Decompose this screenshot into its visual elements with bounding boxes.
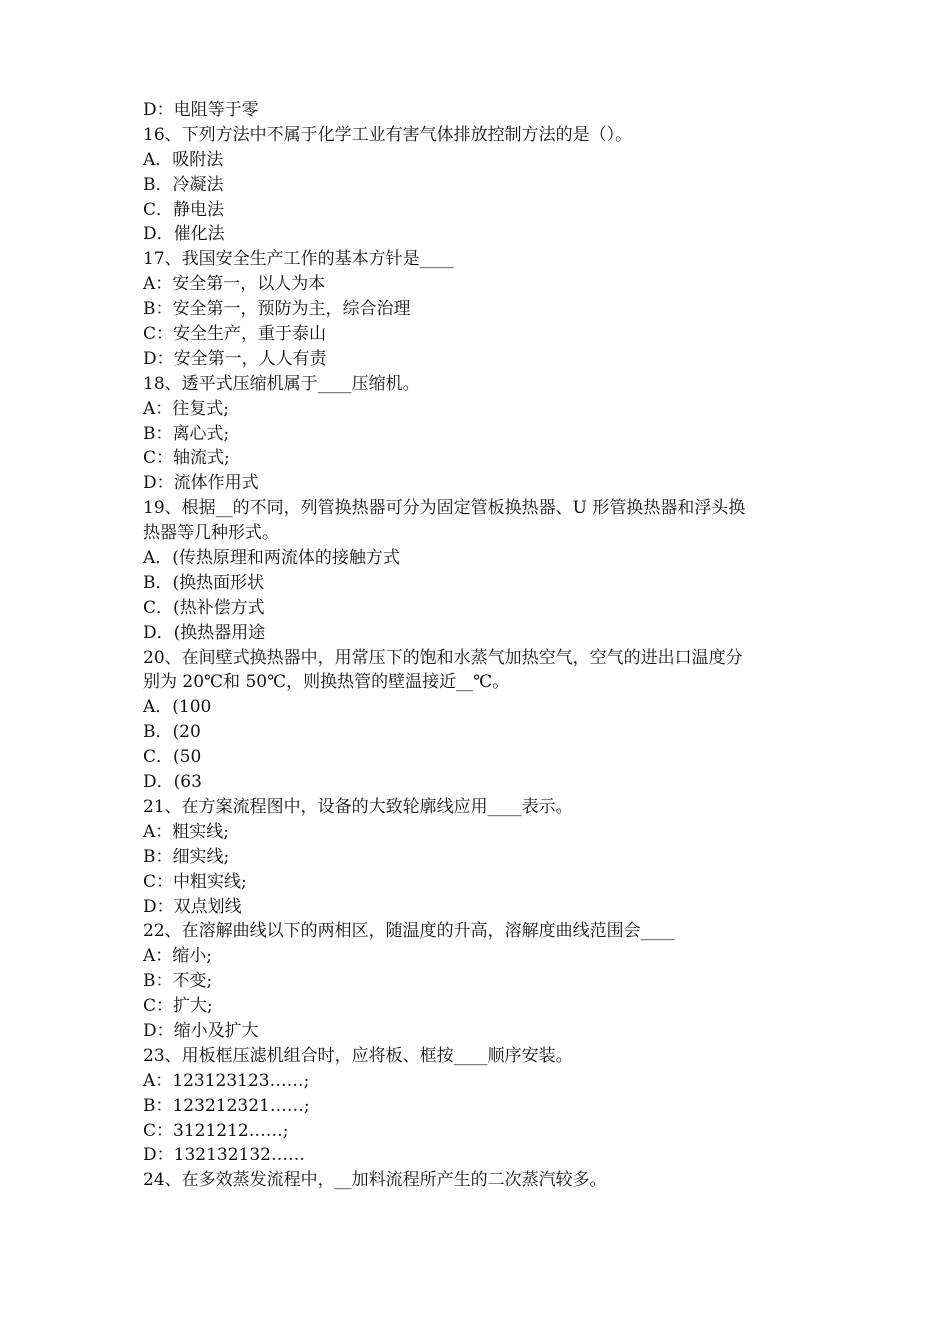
document-line: D．(63 <box>143 772 202 793</box>
document-line: D：电阻等于零 <box>143 100 259 120</box>
document-line: 24、在多效蒸发流程中，__加料流程所产生的二次蒸汽较多。 <box>143 1170 607 1191</box>
document-page <box>143 98 815 1193</box>
document-line: C．(热补偿方式 <box>143 597 265 618</box>
document-line: 20、在间壁式换热器中，用常压下的饱和水蒸气加热空气，空气的进出口温度分 <box>143 647 743 668</box>
document-line: B．冷凝法 <box>143 174 224 195</box>
document-line: B．(20 <box>143 722 201 743</box>
document-line: C：安全生产，重于泰山 <box>143 324 327 345</box>
document-line: B：细实线; <box>143 846 230 867</box>
document-line: A：123123123……; <box>143 1070 310 1091</box>
document-line: D：缩小及扩大 <box>143 1020 259 1041</box>
document-line: A：往复式; <box>143 398 230 419</box>
document-line: D：安全第一，人人有责 <box>143 348 327 369</box>
document-line: A：缩小; <box>143 946 213 967</box>
document-line: A．(传热原理和两流体的接触方式 <box>143 548 400 569</box>
document-line: C：扩大; <box>143 996 213 1017</box>
document-line: D：流体作用式 <box>143 473 259 494</box>
document-line: B：安全第一，预防为主，综合治理 <box>143 299 411 320</box>
document-line: C．静电法 <box>143 199 225 220</box>
document-line: 16、下列方法中不属于化学工业有害气体排放控制方法的是（）。 <box>143 124 633 145</box>
document-line: A：安全第一，以人为本 <box>143 274 326 295</box>
document-line: A．(100 <box>143 697 212 718</box>
document-line: 21、在方案流程图中，设备的大致轮廓线应用____表示。 <box>143 796 573 817</box>
document-line: 热器等几种形式。 <box>143 523 279 544</box>
document-line: A．吸附法 <box>143 149 224 170</box>
document-line: 19、根据__的不同，列管换热器可分为固定管板换热器、U 形管换热器和浮头换 <box>143 498 746 519</box>
document-line: D：132132132…… <box>143 1145 305 1166</box>
document-line: C：3121212……; <box>143 1120 289 1141</box>
document-line: 22、在溶解曲线以下的两相区，随温度的升高，溶解度曲线范围会____ <box>143 921 675 942</box>
document-line: 别为 20℃和 50℃，则换热管的壁温接近__℃。 <box>143 672 510 693</box>
document-line: D：双点划线 <box>143 896 242 917</box>
document-line: B．(换热面形状 <box>143 572 265 593</box>
document-line: B：123212321……; <box>143 1095 310 1116</box>
document-line: 23、用板框压滤机组合时，应将板、框按____顺序安装。 <box>143 1045 573 1066</box>
document-line: C．(50 <box>143 747 202 768</box>
document-line: A：粗实线; <box>143 821 230 842</box>
document-line: D．催化法 <box>143 224 225 245</box>
document-line: B：离心式; <box>143 423 230 444</box>
document-line: 17、我国安全生产工作的基本方针是____ <box>143 249 454 270</box>
document-line: D．(换热器用途 <box>143 622 266 643</box>
document-line: B：不变; <box>143 971 213 992</box>
document-line: C：轴流式; <box>143 448 230 469</box>
document-line: 18、透平式压缩机属于____压缩机。 <box>143 373 420 394</box>
document-line: C：中粗实线; <box>143 871 247 892</box>
